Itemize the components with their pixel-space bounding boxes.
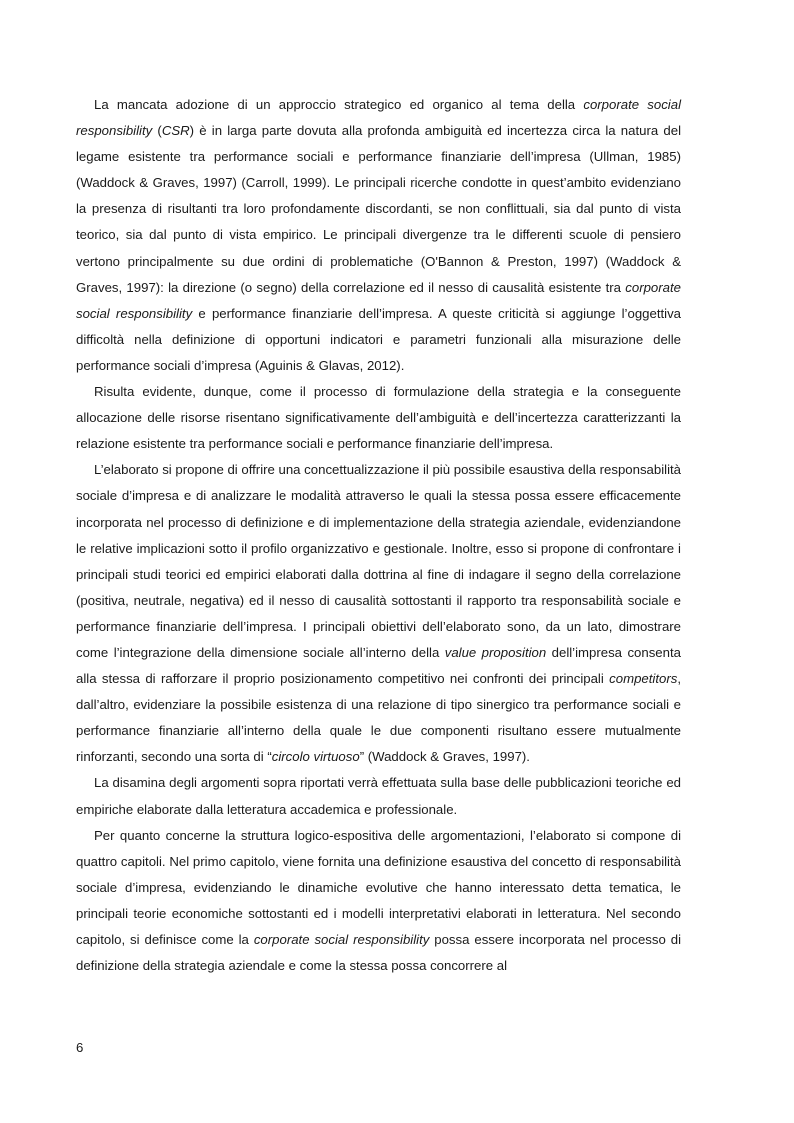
text-run: dell’impresa consenta alla stessa di rafforzare il proprio posizionamento competitivo nei confronti dei principali [76,644,681,687]
italic-term: corporate social responsibility [253,932,430,947]
page-number: 6 [76,1040,84,1055]
italic-term: CSR [161,123,190,139]
paragraph-3 [76,457,681,770]
text-run: ) è in larga parte dovuta alla profonda ambiguità ed incertezza circa la natura del legame esistente tra performance sociali e performance finanziarie dell’impresa (Ullman, 1985) (Waddock & Graves, 1997) (Carroll, 1999). Le principali ricerche condotte in quest’ambito evidenziano la presenza di risultanti tra loro profondamente discordanti, se non conflittuali, sia dal punto di vista teorico, sia dal punto di vista empirico. Le principali divergenze tra le differenti scuole di pensiero vertono principalmente su due ordini di problematiche (O'Bannon & Preston, 1997) (Waddock & Graves, 1997): la direzione (o segno) della correlazione ed il nesso di causalità esistente tra [76,123,681,295]
paragraph-2 [76,379,681,457]
paragraph-4 [76,770,681,822]
italic-term: value proposition [444,644,547,660]
text-run: e performance finanziarie dell’impresa. A queste criticità si aggiunge l’oggettiva difficoltà nella definizione di opportuni indicatori e parametri funzionali alla misurazione delle performance sociali d’impresa (Aguinis & Glavas, 2012). [76,305,682,373]
italic-term: competitors [609,671,678,687]
italic-term: corporate social responsibility [76,97,682,139]
text-run: ( [152,123,162,139]
paragraph-1 [76,92,681,379]
text-run: possa essere incorporata nel processo di definizione della strategia aziendale e come la stessa possa concorrere al [76,932,682,974]
text-run: Risulta evidente, dunque, come il processo di formulazione della strategia e la conseguente allocazione delle risorse risentano significativamente dell’ambiguità e dell’incertezza caratterizzanti la relazione esistente tra performance sociali e performance finanziarie dell’impresa. [76,384,681,452]
italic-term: circolo virtuoso [271,749,360,765]
body-text [76,92,681,979]
italic-term: corporate social responsibility [76,279,681,321]
text-run: La mancata adozione di un approccio strategico ed organico al tema della [94,97,584,112]
text-run: , dall’altro, evidenziare la possibile esistenza di una relazione di tipo sinergico tra performance sociali e performance finanziarie all’interno della quale le due componenti risultano essere mutualmente rinforzanti, secondo una sorta di “ [76,671,681,765]
text-run: Per quanto concerne la struttura logico-espositiva delle argomentazioni, l’elaborato si compone di quattro capitoli. Nel primo capitolo, viene fornita una definizione esaustiva del concetto di responsabilità sociale d’impresa, evidenziando le dinamiche evolutive che hanno interessato detta tematica, le principali teorie economiche sottostanti ed i modelli interpretativi elaborati in letteratura. Nel secondo capitolo, si definisce come la [76,827,681,947]
text-run: ” (Waddock & Graves, 1997). [359,749,530,765]
text-run: L’elaborato si propone di offrire una concettualizzazione il più possibile esaustiva della responsabilità sociale d’impresa e di analizzare le modalità attraverso le quali la stessa possa essere efficacemente incorporata nel processo di definizione e di implementazione della strategia aziendale, evidenziandone le relative implicazioni sotto il profilo organizzativo e gestionale. Inoltre, esso si propone di confrontare i principali studi teorici ed empirici elaborati dalla dottrina al fine di indagare il segno della correlazione (positiva, neutrale, negativa) ed il nesso di causalità sottostanti il rapporto tra responsabilità sociale e performance finanziarie dell’impresa. I principali obiettivi dell’elaborato sono, da un lato, dimostrare come l’integrazione della dimensione sociale all’interno della [76,462,681,660]
text-run: La disamina degli argomenti sopra riportati verrà effettuata sulla base delle pubblicazioni teoriche ed empiriche elaborate dalla letteratura accademica e professionale. [76,775,681,817]
paragraph-5 [76,823,681,980]
